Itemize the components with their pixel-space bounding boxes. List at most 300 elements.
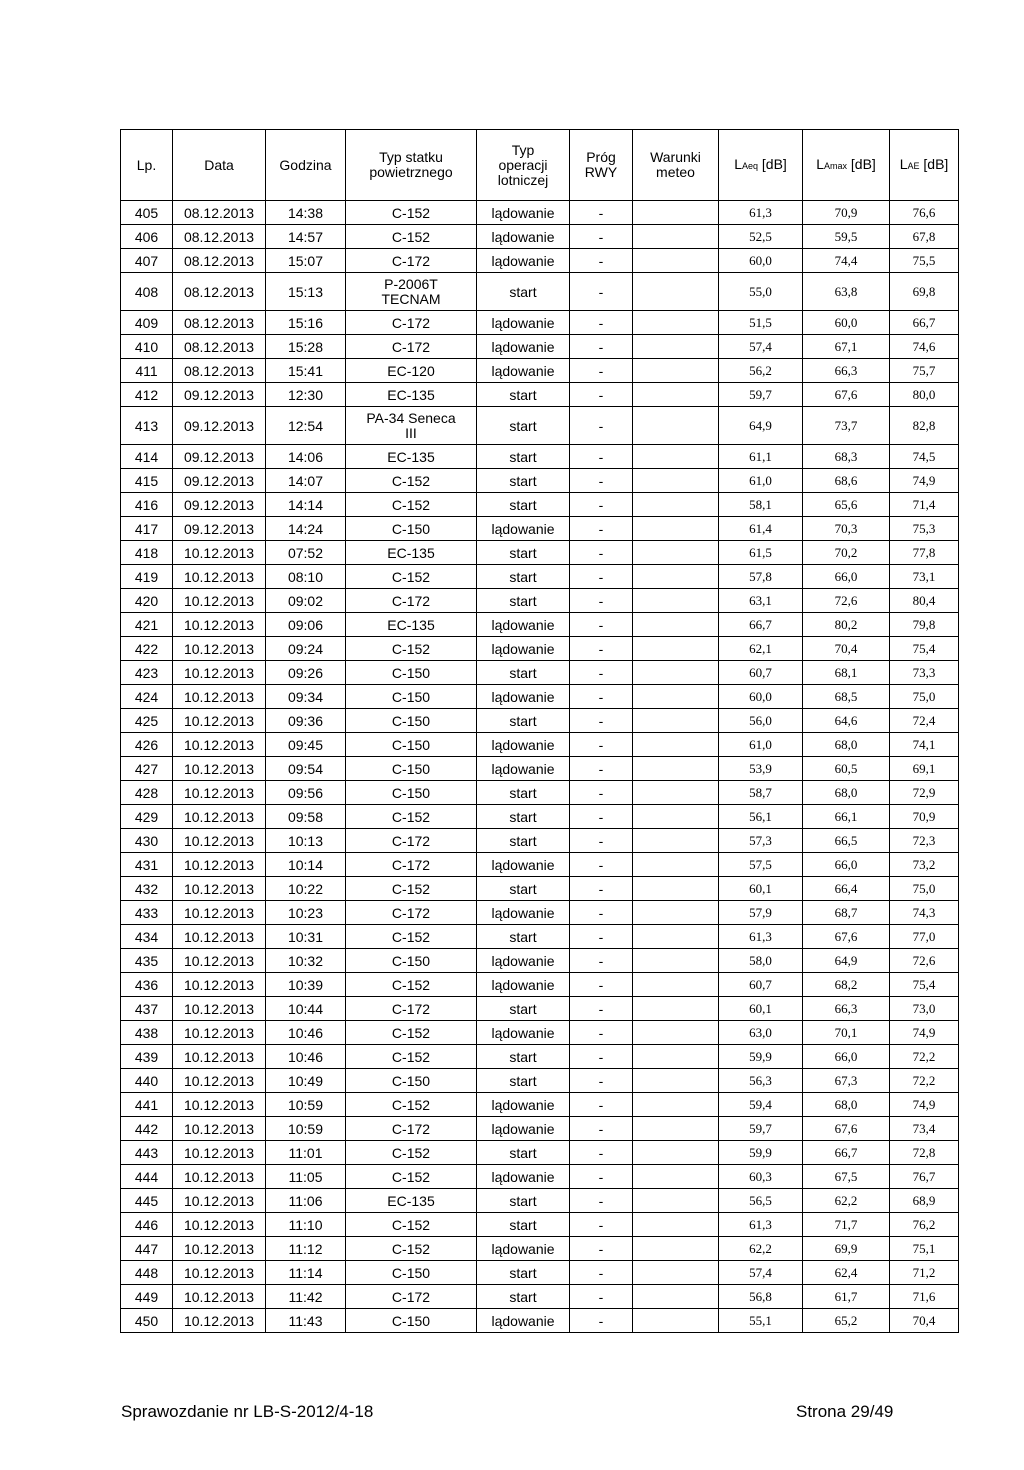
cell-typ-operacji: lądowanie [477,225,570,249]
cell-warunki [633,445,719,469]
cell-lamax: 70,1 [803,1021,890,1045]
cell-typ-operacji: lądowanie [477,613,570,637]
cell-data: 10.12.2013 [173,781,266,805]
table-row [121,407,959,445]
cell-lamax: 66,3 [803,359,890,383]
cell-warunki [633,1237,719,1261]
cell-data: 09.12.2013 [173,469,266,493]
cell-lamax: 68,6 [803,469,890,493]
cell-lae: 80,4 [890,589,959,613]
cell-typ-operacji: start [477,1141,570,1165]
cell-lae: 69,8 [890,273,959,311]
cell-warunki [633,589,719,613]
table-row [121,225,959,249]
cell-line: P-2006T [384,275,438,292]
cell-warunki [633,997,719,1021]
cell-laeq: 61,0 [719,469,803,493]
cell-lp: 442 [121,1117,173,1141]
cell-prog: - [570,565,633,589]
cell-lp: 431 [121,853,173,877]
cell-line: PA-34 Seneca [366,409,456,426]
cell-prog: - [570,1141,633,1165]
cell-godzina: 11:43 [266,1309,346,1333]
cell-lae: 82,8 [890,407,959,445]
cell-godzina: 09:24 [266,637,346,661]
cell-prog: - [570,335,633,359]
cell-typ-statku: C-152 [346,1165,477,1189]
cell-typ-statku: EC-135 [346,445,477,469]
cell-lp: 432 [121,877,173,901]
cell-warunki [633,359,719,383]
cell-godzina: 11:05 [266,1165,346,1189]
cell-lae: 74,1 [890,733,959,757]
cell-data: 10.12.2013 [173,901,266,925]
cell-typ-operacji: start [477,877,570,901]
table-row [121,1069,959,1093]
cell-lamax: 68,0 [803,733,890,757]
cell-lae: 75,4 [890,973,959,997]
cell-lamax: 70,4 [803,637,890,661]
col-header-typ-operacji: Typ operacji lotniczej [477,130,570,201]
cell-lae: 73,3 [890,661,959,685]
cell-data: 10.12.2013 [173,709,266,733]
cell-lp: 422 [121,637,173,661]
table-row [121,1237,959,1261]
cell-typ-statku: C-152 [346,805,477,829]
cell-typ-operacji: lądowanie [477,1093,570,1117]
cell-typ-operacji: start [477,589,570,613]
cell-typ-statku: C-150 [346,733,477,757]
lamax-symbol: L [816,155,824,172]
cell-lamax: 62,2 [803,1189,890,1213]
lae-subscript: AE [907,160,920,171]
cell-laeq: 57,8 [719,565,803,589]
cell-typ-operacji: start [477,997,570,1021]
cell-typ-operacji: lądowanie [477,757,570,781]
cell-warunki [633,1093,719,1117]
cell-typ-operacji: lądowanie [477,685,570,709]
cell-warunki [633,637,719,661]
cell-godzina: 09:58 [266,805,346,829]
cell-godzina: 09:34 [266,685,346,709]
cell-laeq: 60,1 [719,877,803,901]
cell-godzina: 08:10 [266,565,346,589]
cell-lamax: 66,0 [803,565,890,589]
cell-laeq: 56,1 [719,805,803,829]
cell-data: 10.12.2013 [173,1237,266,1261]
cell-laeq: 57,5 [719,853,803,877]
table-row [121,589,959,613]
cell-typ-operacji: lądowanie [477,249,570,273]
cell-typ-operacji: start [477,1069,570,1093]
cell-lp: 434 [121,925,173,949]
cell-prog: - [570,359,633,383]
cell-prog: - [570,541,633,565]
cell-data: 08.12.2013 [173,335,266,359]
cell-laeq: 61,5 [719,541,803,565]
cell-godzina: 14:06 [266,445,346,469]
cell-godzina: 14:57 [266,225,346,249]
cell-lamax: 80,2 [803,613,890,637]
cell-laeq: 59,7 [719,1117,803,1141]
cell-godzina: 14:24 [266,517,346,541]
table-row [121,1213,959,1237]
cell-warunki [633,1045,719,1069]
cell-godzina: 10:46 [266,1021,346,1045]
cell-godzina: 09:02 [266,589,346,613]
cell-laeq: 61,3 [719,1213,803,1237]
cell-lp: 425 [121,709,173,733]
cell-lamax: 59,5 [803,225,890,249]
table-row [121,1165,959,1189]
cell-warunki [633,925,719,949]
cell-lp: 450 [121,1309,173,1333]
cell-prog: - [570,1213,633,1237]
cell-lae: 72,6 [890,949,959,973]
cell-lae: 72,8 [890,1141,959,1165]
table-row [121,781,959,805]
cell-typ-operacji: start [477,273,570,311]
cell-prog: - [570,311,633,335]
cell-prog: - [570,613,633,637]
table-row [121,1021,959,1045]
cell-line: TECNAM [381,290,441,307]
cell-lae: 74,9 [890,1093,959,1117]
cell-typ-statku: C-172 [346,589,477,613]
cell-typ-statku: C-150 [346,781,477,805]
cell-data: 10.12.2013 [173,805,266,829]
table-row [121,1285,959,1309]
table-row [121,997,959,1021]
cell-lamax: 67,6 [803,383,890,407]
cell-data: 10.12.2013 [173,757,266,781]
cell-prog: - [570,201,633,225]
cell-lamax: 62,4 [803,1261,890,1285]
cell-typ-statku: C-150 [346,1261,477,1285]
cell-typ-operacji: start [477,493,570,517]
cell-lamax: 68,7 [803,901,890,925]
cell-prog: - [570,383,633,407]
cell-lamax: 60,0 [803,311,890,335]
cell-typ-statku: C-152 [346,1237,477,1261]
cell-prog: - [570,273,633,311]
cell-lamax: 66,7 [803,1141,890,1165]
cell-laeq: 58,0 [719,949,803,973]
cell-warunki [633,709,719,733]
cell-typ-operacji: start [477,469,570,493]
cell-data: 10.12.2013 [173,613,266,637]
cell-lamax: 65,2 [803,1309,890,1333]
cell-typ-operacji: lądowanie [477,1117,570,1141]
cell-warunki [633,757,719,781]
measurement-table [120,129,959,1333]
cell-lamax: 69,9 [803,1237,890,1261]
cell-lp: 446 [121,1213,173,1237]
cell-typ-operacji: lądowanie [477,201,570,225]
cell-lamax: 68,2 [803,973,890,997]
cell-prog: - [570,1309,633,1333]
cell-lp: 428 [121,781,173,805]
cell-warunki [633,493,719,517]
page-number: Strona 29/49 [796,1402,894,1421]
table-row [121,1045,959,1069]
cell-data: 09.12.2013 [173,493,266,517]
cell-data: 08.12.2013 [173,201,266,225]
cell-warunki [633,853,719,877]
cell-typ-statku: C-152 [346,469,477,493]
cell-lp: 421 [121,613,173,637]
cell-typ-statku: C-172 [346,311,477,335]
cell-lamax: 67,6 [803,1117,890,1141]
cell-data: 10.12.2013 [173,1309,266,1333]
cell-data: 10.12.2013 [173,1261,266,1285]
col-header-lamax [803,130,890,201]
cell-godzina: 15:13 [266,273,346,311]
cell-lae: 67,8 [890,225,959,249]
cell-typ-operacji: lądowanie [477,1165,570,1189]
cell-lae: 72,2 [890,1069,959,1093]
cell-lae: 75,3 [890,517,959,541]
col-header-lae [890,130,959,201]
cell-lamax: 67,6 [803,925,890,949]
cell-godzina: 15:41 [266,359,346,383]
cell-lp: 440 [121,1069,173,1093]
cell-warunki [633,901,719,925]
table-row [121,685,959,709]
cell-lae: 66,7 [890,311,959,335]
cell-typ-operacji: start [477,829,570,853]
cell-lamax: 68,3 [803,445,890,469]
cell-lae: 72,4 [890,709,959,733]
cell-lp: 417 [121,517,173,541]
cell-lamax: 67,3 [803,1069,890,1093]
cell-lamax: 68,1 [803,661,890,685]
cell-data: 10.12.2013 [173,949,266,973]
cell-prog: - [570,1261,633,1285]
cell-lamax: 71,7 [803,1213,890,1237]
cell-lamax: 72,6 [803,589,890,613]
table-row [121,541,959,565]
cell-data: 10.12.2013 [173,1285,266,1309]
cell-typ-statku: C-172 [346,901,477,925]
table-row [121,901,959,925]
cell-laeq: 52,5 [719,225,803,249]
cell-lp: 426 [121,733,173,757]
cell-lp: 438 [121,1021,173,1045]
cell-laeq: 61,0 [719,733,803,757]
table-row [121,383,959,407]
cell-typ-statku: C-152 [346,225,477,249]
table-row [121,949,959,973]
cell-typ-operacji: start [477,565,570,589]
cell-warunki [633,973,719,997]
cell-lae: 73,1 [890,565,959,589]
cell-lp: 443 [121,1141,173,1165]
cell-lp: 412 [121,383,173,407]
cell-warunki [633,1285,719,1309]
cell-laeq: 60,0 [719,685,803,709]
cell-lamax: 66,5 [803,829,890,853]
cell-typ-operacji: lądowanie [477,359,570,383]
cell-prog: - [570,805,633,829]
cell-data: 10.12.2013 [173,829,266,853]
cell-warunki [633,1261,719,1285]
cell-typ-statku: C-172 [346,249,477,273]
cell-typ-operacji: lądowanie [477,733,570,757]
cell-prog: - [570,1069,633,1093]
cell-warunki [633,733,719,757]
cell-laeq: 61,4 [719,517,803,541]
table-row [121,1261,959,1285]
cell-lamax: 68,0 [803,781,890,805]
cell-typ-operacji: start [477,709,570,733]
cell-laeq: 60,0 [719,249,803,273]
cell-warunki [633,383,719,407]
cell-lae: 72,3 [890,829,959,853]
cell-data: 10.12.2013 [173,541,266,565]
cell-lp: 423 [121,661,173,685]
cell-lp: 416 [121,493,173,517]
col-header-typ-statku: Typ statku powietrznego [346,130,477,201]
cell-typ-statku: C-150 [346,1069,477,1093]
cell-godzina: 07:52 [266,541,346,565]
laeq-unit: [dB] [758,155,787,172]
cell-laeq: 57,4 [719,335,803,359]
cell-typ-operacji: start [477,1213,570,1237]
cell-lamax: 66,3 [803,997,890,1021]
cell-laeq: 58,7 [719,781,803,805]
cell-lp: 445 [121,1189,173,1213]
table-row [121,469,959,493]
cell-typ-statku: C-152 [346,1093,477,1117]
col-header-data: Data [173,130,266,201]
cell-lamax: 60,5 [803,757,890,781]
cell-laeq: 61,3 [719,201,803,225]
cell-lae: 75,4 [890,637,959,661]
cell-laeq: 59,9 [719,1045,803,1069]
cell-godzina: 10:49 [266,1069,346,1093]
cell-lae: 77,8 [890,541,959,565]
cell-typ-statku: C-172 [346,997,477,1021]
cell-godzina: 11:06 [266,1189,346,1213]
cell-lae: 70,9 [890,805,959,829]
table-row [121,311,959,335]
cell-prog: - [570,249,633,273]
cell-prog: - [570,733,633,757]
cell-godzina: 11:42 [266,1285,346,1309]
cell-warunki [633,805,719,829]
cell-lae: 71,6 [890,1285,959,1309]
table-row [121,1141,959,1165]
cell-laeq: 63,0 [719,1021,803,1045]
cell-lamax: 74,4 [803,249,890,273]
cell-lamax: 73,7 [803,407,890,445]
cell-godzina: 10:14 [266,853,346,877]
cell-typ-operacji: start [477,1261,570,1285]
cell-laeq: 64,9 [719,407,803,445]
cell-lamax: 70,9 [803,201,890,225]
cell-lp: 418 [121,541,173,565]
cell-lae: 79,8 [890,613,959,637]
cell-prog: - [570,973,633,997]
cell-data: 08.12.2013 [173,311,266,335]
cell-typ-statku: C-150 [346,517,477,541]
cell-prog: - [570,877,633,901]
cell-laeq: 53,9 [719,757,803,781]
cell-data: 10.12.2013 [173,661,266,685]
table-row [121,1309,959,1333]
cell-prog: - [570,901,633,925]
cell-lp: 405 [121,201,173,225]
cell-laeq: 51,5 [719,311,803,335]
cell-warunki [633,1117,719,1141]
cell-data: 10.12.2013 [173,1069,266,1093]
cell-lp: 420 [121,589,173,613]
cell-laeq: 56,3 [719,1069,803,1093]
cell-prog: - [570,949,633,973]
cell-lamax: 65,6 [803,493,890,517]
cell-warunki [633,877,719,901]
cell-lae: 74,9 [890,469,959,493]
lamax-subscript: Amax [823,160,847,171]
cell-typ-statku: EC-135 [346,383,477,407]
cell-lae: 75,0 [890,877,959,901]
col-header-warunki: Warunki meteo [633,130,719,201]
cell-lp: 413 [121,407,173,445]
cell-warunki [633,565,719,589]
cell-typ-statku: C-152 [346,1045,477,1069]
cell-typ-statku: C-152 [346,493,477,517]
cell-warunki [633,829,719,853]
cell-lae: 77,0 [890,925,959,949]
table-body [121,201,959,1333]
table-row [121,249,959,273]
table-row [121,805,959,829]
cell-laeq: 61,1 [719,445,803,469]
cell-data: 10.12.2013 [173,1117,266,1141]
cell-prog: - [570,225,633,249]
cell-lp: 409 [121,311,173,335]
cell-lp: 433 [121,901,173,925]
col-header-godzina: Godzina [266,130,346,201]
cell-typ-statku: C-152 [346,201,477,225]
cell-godzina: 10:39 [266,973,346,997]
cell-lae: 75,5 [890,249,959,273]
cell-lp: 439 [121,1045,173,1069]
cell-warunki [633,469,719,493]
col-header-lp: Lp. [121,130,173,201]
cell-laeq: 55,0 [719,273,803,311]
cell-laeq: 56,2 [719,359,803,383]
table-row [121,973,959,997]
lae-symbol: L [899,155,908,172]
cell-typ-operacji: start [477,541,570,565]
cell-typ-operacji: start [477,661,570,685]
table-row [121,517,959,541]
cell-laeq: 59,7 [719,383,803,407]
cell-laeq: 57,4 [719,1261,803,1285]
cell-typ-statku: C-150 [346,661,477,685]
laeq-subscript: Aeq [741,160,758,171]
cell-lamax: 67,5 [803,1165,890,1189]
cell-lamax: 68,5 [803,685,890,709]
cell-godzina: 14:14 [266,493,346,517]
cell-lp: 429 [121,805,173,829]
cell-data: 10.12.2013 [173,1141,266,1165]
cell-laeq: 63,1 [719,589,803,613]
cell-godzina: 14:07 [266,469,346,493]
cell-typ-statku: C-172 [346,1117,477,1141]
